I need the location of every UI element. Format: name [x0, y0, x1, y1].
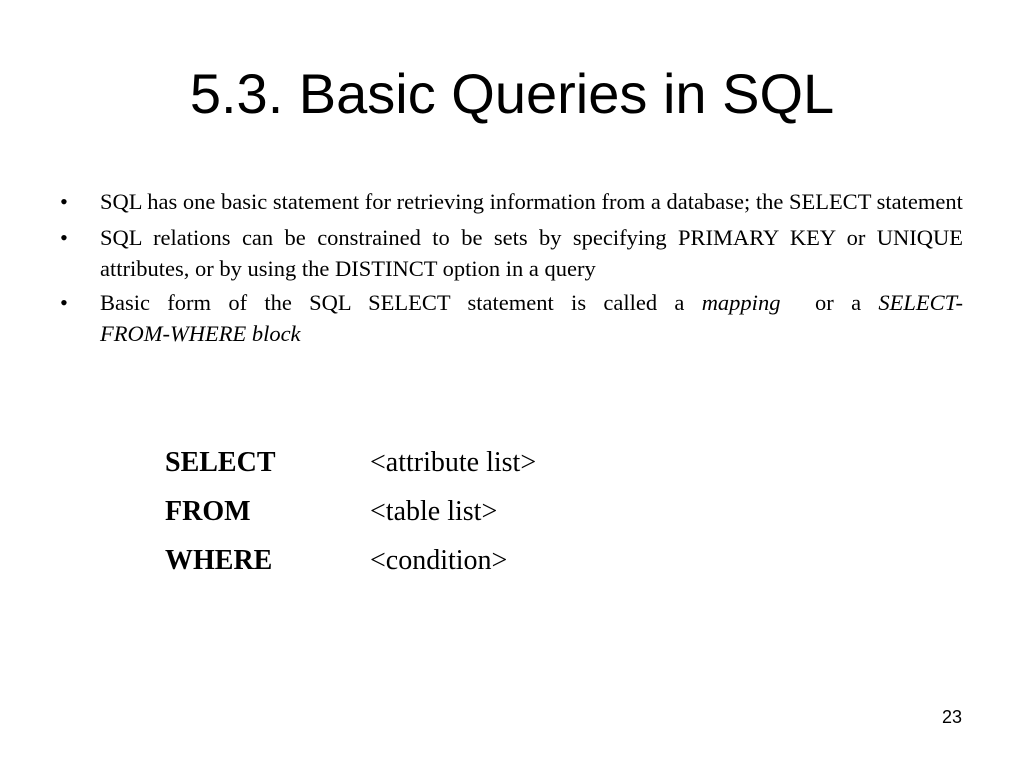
bullet-item-3	[60, 287, 963, 349]
sql-select-form	[165, 438, 536, 585]
bullet-text: SQL relations can be constrained to be sets by specifying PRIMARY KEY or UNIQUE attributes, or by using the DISTINCT option in a query	[100, 225, 963, 281]
emphasis-select-from-where: SELECT-FROM-WHERE block	[100, 290, 963, 346]
sql-from-row	[165, 487, 536, 536]
sql-value-attribute-list: <attribute list>	[370, 446, 537, 478]
bullet-item-2	[60, 222, 963, 284]
slide-title: 5.3. Basic Queries in SQL	[189, 62, 835, 125]
bullet-list	[60, 185, 963, 352]
sql-keyword-select: SELECT	[165, 446, 276, 478]
bullet-item-1	[60, 185, 963, 219]
page-number: 23	[941, 707, 962, 727]
bullet-marker: •	[60, 290, 68, 315]
sql-select-row	[165, 438, 536, 487]
bullet-text-start: Basic form of the SQL SELECT statement is called a	[100, 290, 702, 315]
bullet-marker: •	[60, 225, 68, 250]
sql-value-condition: <condition>	[370, 544, 508, 576]
sql-keyword-from: FROM	[165, 495, 251, 527]
bullet-text: SQL has one basic statement for retrieving information from a database; the SELECT statement	[100, 189, 963, 214]
bullet-marker: •	[60, 189, 68, 214]
emphasis-mapping: mapping	[701, 290, 781, 315]
bullet-text-middle: or a	[780, 290, 879, 315]
sql-value-table-list: <table list>	[370, 495, 498, 527]
sql-keyword-where: WHERE	[165, 544, 273, 576]
sql-where-row	[165, 536, 536, 585]
